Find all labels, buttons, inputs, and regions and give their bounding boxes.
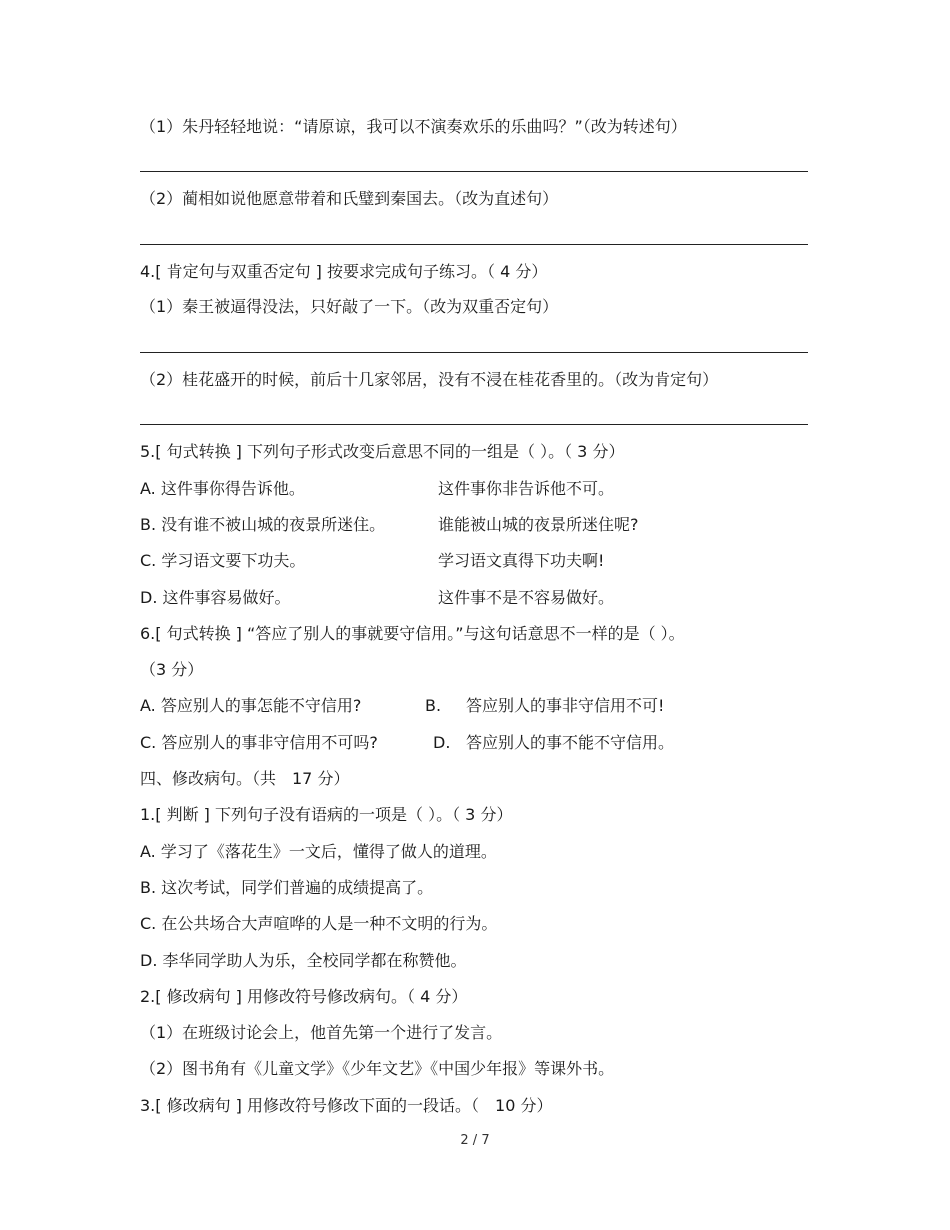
q3-item1: （1）朱丹轻轻地说：“请原谅，我可以不演奏欢乐的乐曲吗？”（改为转述句） <box>140 117 687 136</box>
s4-q3-title: 3.[ 修改病句 ] 用修改符号修改下面的一段话。（ 10 分） <box>140 1096 553 1115</box>
s4-q2-item2: （2）图书角有《儿童文学》《少年文艺》《中国少年报》等课外书。 <box>140 1059 615 1078</box>
section4-title: 四、修改病句。（共 17 分） <box>140 769 350 788</box>
q5-option-b-right: 谁能被山城的夜景所迷住呢? <box>438 515 639 534</box>
q3-item2: （2）蔺相如说他愿意带着和氏璧到秦国去。（改为直述句） <box>140 189 559 208</box>
answer-line <box>140 171 808 172</box>
s4-q1-option-c: C. 在公共场合大声喧哗的人是一种不文明的行为。 <box>140 914 498 933</box>
q4-item1: （1）秦王被逼得没法，只好敲了一下。（改为双重否定句） <box>140 297 559 316</box>
answer-line <box>140 244 808 245</box>
q5-option-a-right: 这件事你非告诉他不可。 <box>438 479 615 498</box>
q5-option-d-left: D. 这件事容易做好。 <box>140 588 291 607</box>
answer-line <box>140 352 808 353</box>
q6-option-d: 答应别人的事不能不守信用。 <box>466 733 675 752</box>
q4-item2: （2）桂花盛开的时候，前后十几家邻居，没有不浸在桂花香里的。（改为肯定句） <box>140 370 719 389</box>
answer-line <box>140 424 808 425</box>
s4-q1-option-b: B. 这次考试，同学们普遍的成绩提高了。 <box>140 878 434 897</box>
s4-q2-title: 2.[ 修改病句 ] 用修改符号修改病句。（ 4 分） <box>140 987 468 1006</box>
q5-option-b-left: B. 没有谁不被山城的夜景所迷住。 <box>140 515 386 534</box>
q6-option-c: C. 答应别人的事非守信用不可吗? <box>140 733 378 752</box>
q6-option-b-letter: B. <box>425 696 442 715</box>
s4-q1-option-d: D. 李华同学助人为乐，全校同学都在称赞他。 <box>140 951 467 970</box>
q6-option-d-letter: D. <box>433 733 451 752</box>
q5-option-c-left: C. 学习语文要下功夫。 <box>140 551 306 570</box>
q5-option-c-right: 学习语文真得下功夫啊! <box>438 551 605 570</box>
q6-score: （3 分） <box>140 660 204 679</box>
q6-title: 6.[ 句式转换 ] “答应了别人的事就要守信用。”与这句话意思不一样的是（ ）。 <box>140 624 685 643</box>
s4-q1-title: 1.[ 判断 ] 下列句子没有语病的一项是（ ）。（ 3 分） <box>140 805 513 824</box>
page-number: 2 / 7 <box>460 1133 490 1148</box>
q5-option-a-left: A. 这件事你得告诉他。 <box>140 479 305 498</box>
q5-title: 5.[ 句式转换 ] 下列句子形式改变后意思不同的一组是（ ）。（ 3 分） <box>140 442 625 461</box>
q5-option-d-right: 这件事不是不容易做好。 <box>438 588 615 607</box>
q4-title: 4.[ 肯定句与双重否定句 ] 按要求完成句子练习。（ 4 分） <box>140 262 548 281</box>
s4-q1-option-a: A. 学习了《落花生》一文后，懂得了做人的道理。 <box>140 842 497 861</box>
q6-option-b: 答应别人的事非守信用不可! <box>466 696 665 715</box>
s4-q2-item1: （1）在班级讨论会上，他首先第一个进行了发言。 <box>140 1023 503 1042</box>
q6-option-a: A. 答应别人的事怎能不守信用? <box>140 696 362 715</box>
